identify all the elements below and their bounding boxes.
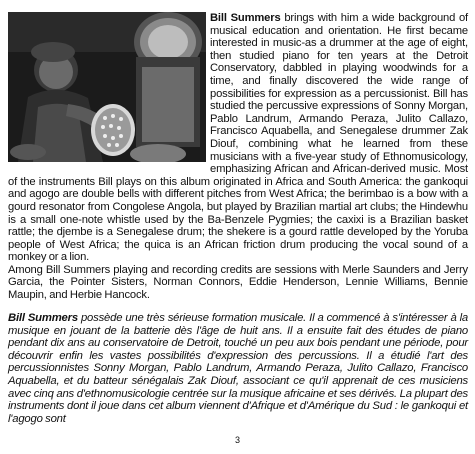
french-biography [8, 312, 468, 425]
english-paragraph-1-text: brings with him a wide background of musical education and orientation. He first became interested in music-as a drummer at the age of eight, then studied piano for ten years at the Detroit Conservatory, dabbled in playing woodwinds for a time, and finally discovered the wide range of possibilities for expression as a percussionist. Bill has studied the percussive expressions of Sonny Morgan, Pablo Landrum, Armando Peraza, Julito Callazo, Francisco Aquabella, and Senegalese drummer Zak Diouf, combining what he learned from these musicians with a five-year study of Ethnomusicology, emphasizing African and African-derived music. Most of the instruments Bill plays on this album originated in Africa and South America: the gankoqui and agogo are double bells with different pitches from West Africa; the berimbao is a bow with a gourd resonator from Congolese Angola, but played by Brazilian martial art clubs; the Hindewhu is a small one-note whistle used by the Ba-Benzele Pygmies; the caxixi is a Brazilian basket rattle; the djembe is a Senegalese drum; the shekere is a gourd rattle developed by the Yoruba people of West Africa; the quica is an African friction drum producing the vocal sound of a monkey or a lion. [8, 12, 468, 264]
english-paragraph-2: Among Bill Summers playing and recording credits are sessions with Merle Saunders and Jerry Garcia, the Pointer Sisters, Norman Connors, Eddie Henderson, Lennie Williams, Bennie Maupin, and Herbie Hancock. [8, 263, 468, 302]
french-paragraph-text: possède une très sérieuse formation musicale. Il a commencé à s'intéresser à la musique en jouant de la batterie dès l'âge de huit ans. Il a ensuite fait des études de piano pendant dix ans au conservatoire de Detroit, touché un peu aux bois pendant une période, pour découvrir enfin les vastes possibilités d'expression des percussions. Il a étudié l'art des percussionnistes Sonny Morgan, Pablo Landrum, Armando Peraza, Julito Callazo, Francisco Aquabella, et du batteur sénégalais Zak Diouf, associant ce qu'il apprenait de ces musiciens avec cinq ans d'ethnomusicologie centrée sur la musique africaine et ses dérivés. La plupart des instruments dont il joue dans cet album viennent d'Afrique et d'Amérique du Sud : le gankoqui et l'agogo sont [8, 312, 468, 425]
english-lead-name: Bill Summers [210, 12, 281, 24]
english-biography [8, 12, 468, 302]
french-lead-name: Bill Summers [8, 312, 78, 324]
photo-wrap-spacer [8, 12, 210, 164]
page-number: 3 [234, 435, 240, 445]
french-paragraph [8, 312, 468, 425]
